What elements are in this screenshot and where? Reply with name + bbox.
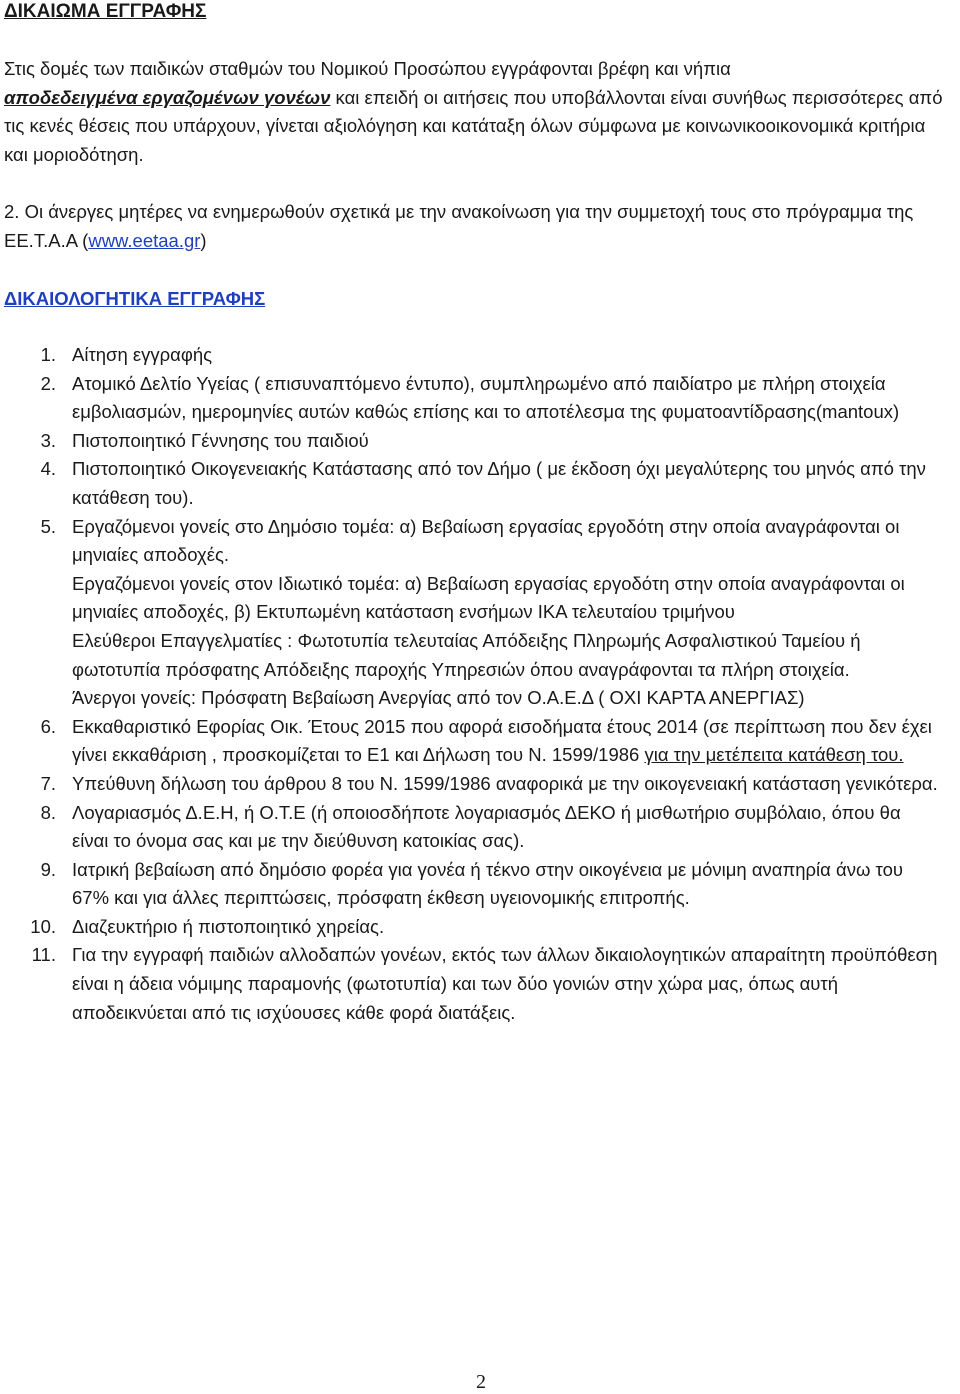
list-item xyxy=(0,341,940,370)
list-item-text: Ατομικό Δελτίο Υγείας ( επισυναπτόμενο έντυπο), συμπληρωμένο από παιδίατρο με πλήρη στοιχεία εμβολιασμών, ημερομηνίες αυτών καθώς επίσης και το αποτέλεσμα της φυματοαντίδρασης(mantoux) xyxy=(72,372,900,423)
page-number: 2 xyxy=(476,1371,486,1393)
list-item xyxy=(0,370,940,427)
list-item-number: 7. xyxy=(40,772,56,794)
list-item-text: Εκκαθαριστικό Εφορίας Οικ. Έτους 2015 που αφορά εισοδήματα έτους 2014 (σε περίπτωση που δεν έχει γίνει εκκαθάριση , προσκομίζεται το Ε1 και Δήλωση του Ν. 1599/1986 xyxy=(72,715,932,766)
list-item xyxy=(0,570,940,627)
list-item-text: Για την εγγραφή παιδιών αλλοδαπών γονέων, εκτός των άλλων δικαιολογητικών απαραίτητη προϋπόθεση είναι η άδεια νόμιμης παραμονής (φωτοτυπία) και των δύο γονιών στην χώρα μας, όπως αυτή αποδεικνύεται από τις ισχύουσες κάθε φορά διατάξεις. xyxy=(72,944,938,1023)
list-item-text: Διαζευκτήριο ή πιστοποιητικό χηρείας. xyxy=(72,915,385,937)
list-item xyxy=(0,627,940,684)
list-item-text: Πιστοποιητικό Γέννησης του παιδιού xyxy=(72,429,369,451)
list-item-number: 2. xyxy=(40,372,56,394)
documents-heading: ΔΙΚΑΙΟΛΟΓΗΤΙΚΑ ΕΓΓΡΑΦΗΣ xyxy=(4,288,266,309)
list-item-text: Εργαζόμενοι γονείς στον Ιδιωτικό τομέα: α) Βεβαίωση εργασίας εργοδότη στην οποία αναγράφονται οι μηνιαίες αποδοχές, β) Εκτυπωμένη κατάσταση ενσήμων ΙΚΑ τελευταίου τριμήνου xyxy=(72,572,905,623)
list-item-text: Αίτηση εγγραφής xyxy=(72,344,213,365)
list-item xyxy=(0,941,940,1027)
documents-list xyxy=(0,341,960,1027)
section-title: ΔΙΚΑΙΩΜΑ ΕΓΓΡΑΦΗΣ xyxy=(4,1,207,22)
list-item-number: 4. xyxy=(40,458,56,480)
list-item xyxy=(0,770,940,799)
list-item-text: Λογαριασμός Δ.Ε.Η, ή Ο.Τ.Ε (ή οποιοσδήποτε λογαριασμός ΔΕΚΟ ή μισθωτήριο συμβόλαιο, όπου θα είναι το όνομα σας και με την διεύθυνση κατοικίας σας). xyxy=(72,801,901,852)
intro-line1: Στις δομές των παιδικών σταθμών του Νομικού Προσώπου εγγράφονται βρέφη και νήπια xyxy=(4,58,731,79)
list-item-text: Πιστοποιητικό Οικογενειακής Κατάστασης από τον Δήμο ( με έκδοση όχι μεγαλύτερης του μηνός από την κατάθεση του). xyxy=(72,458,926,508)
eetaa-link[interactable]: www.eetaa.gr xyxy=(88,229,201,251)
list-item xyxy=(0,856,940,913)
list-item-number: 1. xyxy=(40,344,56,365)
intro-paragraph xyxy=(4,55,944,169)
list-item-number: 11. xyxy=(31,944,56,966)
list-item-number: 6. xyxy=(40,715,56,737)
point-2-text: 2. Οι άνεργες μητέρες να ενημερωθούν σχετικά με την ανακοίνωση για την συμμετοχή τους στο πρόγραμμα της ΕΕ.Τ.Α.Α ( xyxy=(4,201,914,251)
list-item xyxy=(0,513,940,570)
list-item xyxy=(0,427,940,456)
list-item-text: Ιατρική βεβαίωση από δημόσιο φορέα για γονέα ή τέκνο στην οικογένεια με μόνιμη αναπηρία άνω του 67% και για άλλες περιπτώσεις, πρόσφατη έκθεση υγειονομικής επιτροπής. xyxy=(72,858,903,909)
list-item xyxy=(0,713,940,770)
list-item-number: 5. xyxy=(40,515,56,537)
list-item-number: 9. xyxy=(40,858,56,880)
list-item-number: 10. xyxy=(30,915,56,937)
point-2 xyxy=(4,198,944,255)
intro-emphasis: αποδεδειγμένα εργαζομένων γονέων xyxy=(4,86,331,108)
list-item-text: Άνεργοι γονείς: Πρόσφατη Βεβαίωση Ανεργίας από τον Ο.Α.Ε.Δ ( ΟΧΙ ΚΑΡΤΑ ΑΝΕΡΓΙΑΣ) xyxy=(72,687,805,709)
intro-rest: και επειδή οι αιτήσεις που υποβάλλονται είναι συνήθως περισσότερες από τις κενές θέσεις που υπάρχουν, γίνεται αξιολόγηση και κατάταξη όλων σύμφωνα με κοινωνικοοικονομικά κριτήρια και μοριοδότηση. xyxy=(4,86,943,165)
list-item-text: Υπεύθυνη δήλωση του άρθρου 8 του Ν. 1599/1986 αναφορικά με την οικογενειακή κατάσταση γενικότερα. xyxy=(72,772,938,794)
list-item xyxy=(0,684,940,713)
list-item-text: Εργαζόμενοι γονείς στο Δημόσιο τομέα: α) Βεβαίωση εργασίας εργοδότη στην οποία αναγράφονται οι μηνιαίες αποδοχές. xyxy=(72,515,900,566)
list-item xyxy=(0,913,940,942)
list-item-number: 8. xyxy=(40,801,56,823)
list-item xyxy=(0,799,940,856)
point-2-close: ) xyxy=(200,229,207,251)
list-item-underlined-text: για την μετέπειτα κατάθεση του. xyxy=(644,744,904,766)
list-item-number: 3. xyxy=(40,429,56,451)
list-item-text: Ελεύθεροι Επαγγελματίες : Φωτοτυπία τελευταίας Απόδειξης Πληρωμής Ασφαλιστικού Ταμείου ή φωτοτυπία πρόσφατης Απόδειξης παροχής Υπηρεσιών όπου αναγράφονται τα πλήρη στοιχεία. xyxy=(72,629,861,680)
list-item xyxy=(0,455,940,512)
